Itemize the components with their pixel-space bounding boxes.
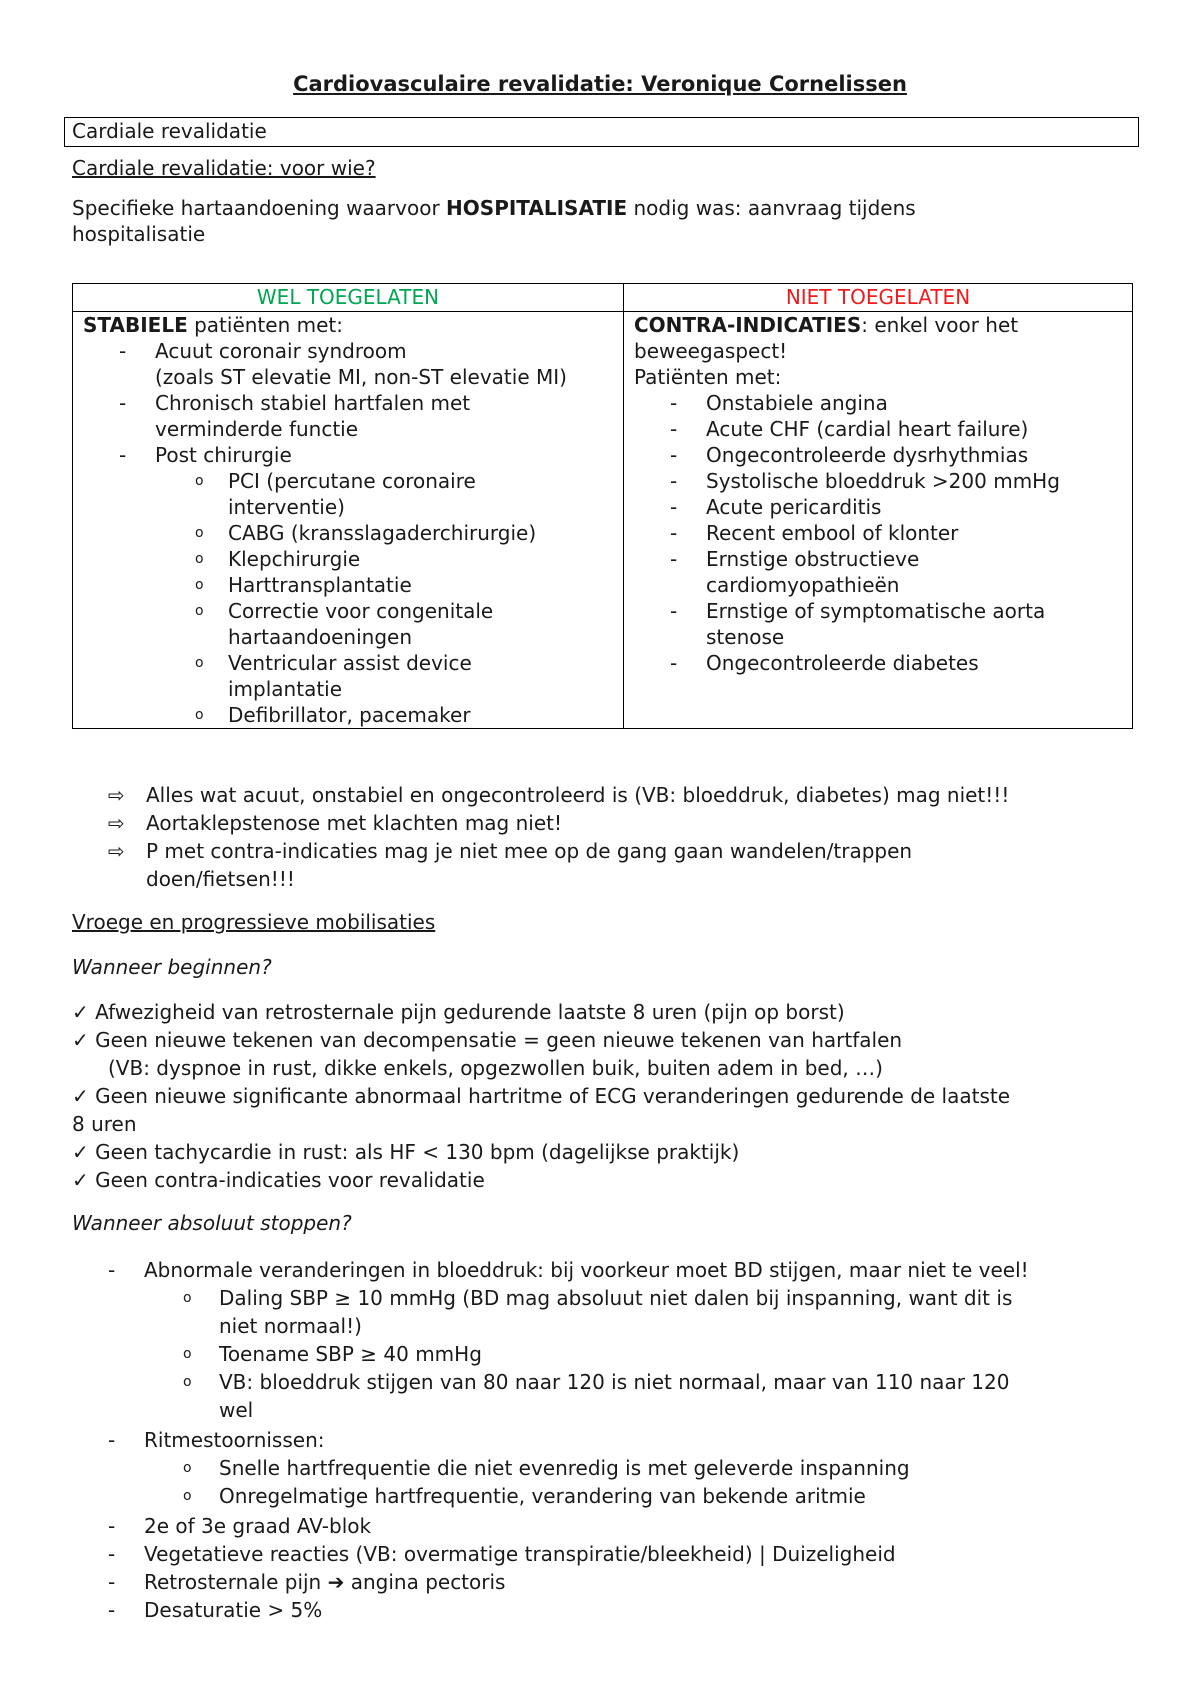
arrow-item	[108, 809, 1108, 837]
list-item-text: stenose	[706, 625, 785, 649]
left-lead-rest: patiënten met:	[187, 313, 343, 337]
arrow-icon: ⇨	[108, 783, 125, 807]
list-item	[634, 546, 1122, 598]
circle-marker: o	[183, 1374, 192, 1390]
list-item-text: Ernstige obstructieve	[706, 547, 920, 571]
list-item	[634, 650, 1122, 676]
check-item-cont: 8 uren	[72, 1112, 137, 1136]
right-lead-bold: CONTRA-INDICATIES	[634, 313, 862, 337]
stop-sub-item-text: Toename SBP ≥ 40 mmHg	[219, 1342, 482, 1366]
list-item-text: Acuut coronair syndroom	[155, 339, 407, 363]
intro-text-post: nodig was: aanvraag tijdens	[627, 196, 916, 220]
arrow-item	[108, 781, 1108, 809]
dash-marker: -	[670, 391, 678, 415]
question-beginnen: Wanneer beginnen?	[72, 955, 272, 979]
stop-item	[108, 1596, 1158, 1624]
sub-list-item-text: implantatie	[228, 677, 343, 701]
arrow-item-text: Aortaklepstenose met klachten mag niet!	[146, 811, 563, 835]
dash-marker: -	[119, 443, 127, 467]
dash-marker: -	[108, 1514, 116, 1538]
dash-marker: -	[670, 495, 678, 519]
dash-marker: -	[108, 1428, 116, 1452]
page-title: Cardiovasculaire revalidatie: Veronique Cornelissen	[293, 72, 907, 96]
stop-sub-item	[183, 1368, 1143, 1424]
circle-marker: o	[195, 473, 204, 489]
sub-list-item-text: interventie)	[228, 495, 345, 519]
list-item	[634, 442, 1122, 468]
list-item	[83, 338, 613, 390]
circle-marker: o	[183, 1460, 192, 1476]
list-item-text: Recent embool of klonter	[706, 521, 959, 545]
list-item-text: Onstabiele angina	[706, 391, 888, 415]
sub-list-item-text: Harttransplantatie	[228, 573, 412, 597]
sub-list-item	[83, 572, 613, 598]
stop-item	[108, 1426, 1158, 1454]
left-lead	[83, 312, 613, 338]
list-item	[83, 442, 613, 468]
list-item	[634, 390, 1122, 416]
dash-marker: -	[670, 417, 678, 441]
list-item	[634, 494, 1122, 520]
dash-marker: -	[670, 443, 678, 467]
stop-item	[108, 1568, 1158, 1596]
arrow-item-text: doen/fietsen!!!	[146, 867, 295, 891]
dash-marker: -	[119, 339, 127, 363]
intro-bold: HOSPITALISATIE	[446, 196, 628, 220]
stop-sub-item-text: Snelle hartfrequentie die niet evenredig is met geleverde inspanning	[219, 1456, 910, 1480]
stop-item-text	[108, 1568, 1158, 1596]
dash-marker: -	[108, 1258, 116, 1282]
sub-list-item-text: PCI (percutane coronaire	[228, 469, 476, 493]
stop-item-text-b: angina pectoris	[344, 1570, 506, 1594]
sub-list-item	[83, 650, 613, 702]
arrow-item-text: Alles wat acuut, onstabiel en ongecontroleerd is (VB: bloeddruk, diabetes) mag niet!!!	[146, 783, 1010, 807]
circle-marker: o	[195, 577, 204, 593]
stop-item-text: Desaturatie > 5%	[144, 1598, 323, 1622]
list-item	[634, 416, 1122, 442]
question-stoppen: Wanneer absoluut stoppen?	[72, 1211, 352, 1235]
stop-sub-item-text: Daling SBP ≥ 10 mmHg (BD mag absoluut niet dalen bij inspanning, want dit is	[219, 1286, 1013, 1310]
left-lead-bold: STABIELE	[83, 313, 188, 337]
stop-item-text: Ritmestoornissen:	[144, 1428, 325, 1452]
list-item	[634, 468, 1122, 494]
check-item: ✓ Geen nieuwe significante abnormaal hartritme of ECG veranderingen gedurende de laatste	[72, 1084, 1011, 1108]
heading-mobilisaties: Vroege en progressieve mobilisaties	[72, 910, 436, 934]
sub-list-item	[83, 546, 613, 572]
arrow-item-text: P met contra-indicaties mag je niet mee op de gang gaan wandelen/trappen	[146, 839, 913, 863]
check-item: ✓ Geen tachycardie in rust: als HF < 130 bpm (dagelijkse praktijk)	[72, 1140, 740, 1164]
stop-item-text: 2e of 3e graad AV-blok	[144, 1514, 372, 1538]
sub-list-item-text: Defibrillator, pacemaker	[228, 703, 471, 727]
sub-list-item	[83, 468, 613, 520]
sub-list-item-text: Correctie voor congenitale	[228, 599, 494, 623]
stop-item-text-a: Retrosternale pijn	[144, 1570, 328, 1594]
stop-item	[108, 1256, 1158, 1284]
check-item: ✓ Afwezigheid van retrosternale pijn gedurende laatste 8 uren (pijn op borst)	[72, 1000, 845, 1024]
dash-marker: -	[108, 1542, 116, 1566]
list-item-text: verminderde functie	[155, 417, 359, 441]
list-item-text: Post chirurgie	[155, 443, 292, 467]
list-item-text: Systolische bloeddruk >200 mmHg	[706, 469, 1060, 493]
right-lead-line-3: Patiënten met:	[634, 365, 782, 389]
intro-line-1	[72, 196, 916, 220]
sub-list-item	[83, 702, 613, 728]
intro-text: Specifieke hartaandoening waarvoor	[72, 196, 447, 220]
sub-list-item-text: Ventricular assist device	[228, 651, 472, 675]
section-box: Cardiale revalidatie	[64, 117, 1139, 147]
circle-marker: o	[195, 551, 204, 567]
stop-item	[108, 1540, 1158, 1568]
check-item: ✓ Geen contra-indicaties voor revalidatie	[72, 1168, 485, 1192]
stop-sub-item	[183, 1482, 1143, 1510]
circle-marker: o	[183, 1346, 192, 1362]
stop-sub-item-text: wel	[219, 1398, 254, 1422]
dash-marker: -	[108, 1598, 116, 1622]
stop-sub-item	[183, 1284, 1143, 1340]
dash-marker: -	[670, 651, 678, 675]
stop-sub-item	[183, 1454, 1143, 1482]
admission-table	[72, 283, 1133, 729]
check-item-cont: (VB: dyspnoe in rust, dikke enkels, opgezwollen buik, buiten adem in bed, …)	[108, 1056, 883, 1080]
right-lead-line-2: beweegaspect!	[634, 339, 788, 363]
check-item: ✓ Geen nieuwe tekenen van decompensatie = geen nieuwe tekenen van hartfalen	[72, 1028, 903, 1052]
list-item-text: cardiomyopathieën	[706, 573, 900, 597]
dash-marker: -	[108, 1570, 116, 1594]
arrow-icon: ⇨	[108, 811, 125, 835]
circle-marker: o	[183, 1488, 192, 1504]
cell-niet-toegelaten	[624, 312, 1133, 729]
list-item-text: Acute pericarditis	[706, 495, 882, 519]
dash-marker: -	[119, 391, 127, 415]
arrow-item	[108, 837, 1108, 893]
subheading-voor-wie: Cardiale revalidatie: voor wie?	[72, 156, 376, 180]
sub-list-item-text: CABG (kransslagaderchirurgie)	[228, 521, 537, 545]
list-item-text: Chronisch stabiel hartfalen met	[155, 391, 471, 415]
dash-marker: -	[670, 599, 678, 623]
stop-item	[108, 1512, 1158, 1540]
header-niet-toegelaten: NIET TOEGELATEN	[624, 284, 1133, 312]
sub-list-item	[83, 520, 613, 546]
right-lead	[634, 312, 1122, 338]
stop-sub-item-text: Onregelmatige hartfrequentie, verandering van bekende aritmie	[219, 1484, 866, 1508]
list-item-text: Ongecontroleerde diabetes	[706, 651, 979, 675]
dash-marker: -	[670, 469, 678, 493]
list-item-text: (zoals ST elevatie MI, non-ST elevatie MI)	[155, 365, 567, 389]
stop-item-text: Vegetatieve reacties (VB: overmatige transpiratie/bleekheid) | Duizeligheid	[144, 1542, 896, 1566]
sub-list-item-text: Klepchirurgie	[228, 547, 361, 571]
circle-marker: o	[195, 603, 204, 619]
cell-wel-toegelaten	[73, 312, 624, 729]
dash-marker: -	[670, 547, 678, 571]
right-lead-rest: : enkel voor het	[861, 313, 1019, 337]
intro-line-2: hospitalisatie	[72, 222, 206, 246]
stop-sub-item-text: niet normaal!)	[219, 1314, 362, 1338]
dash-marker: -	[670, 521, 678, 545]
circle-marker: o	[195, 707, 204, 723]
right-arrow-icon: ➔	[327, 1570, 345, 1594]
stop-sub-item-text: VB: bloeddruk stijgen van 80 naar 120 is niet normaal, maar van 110 naar 120	[219, 1370, 1010, 1394]
list-item	[634, 520, 1122, 546]
circle-marker: o	[195, 525, 204, 541]
stop-sub-item	[183, 1340, 1143, 1368]
list-item-text: Ernstige of symptomatische aorta	[706, 599, 1046, 623]
sub-list-item	[83, 598, 613, 650]
list-item	[83, 390, 613, 442]
sub-list-item-text: hartaandoeningen	[228, 625, 413, 649]
list-item	[634, 598, 1122, 650]
circle-marker: o	[183, 1290, 192, 1306]
circle-marker: o	[195, 655, 204, 671]
stop-item-text: Abnormale veranderingen in bloeddruk: bij voorkeur moet BD stijgen, maar niet te veel!	[144, 1258, 1029, 1282]
list-item-text: Acute CHF (cardial heart failure)	[706, 417, 1029, 441]
arrow-icon: ⇨	[108, 839, 125, 863]
list-item-text: Ongecontroleerde dysrhythmias	[706, 443, 1029, 467]
header-wel-toegelaten: WEL TOEGELATEN	[73, 284, 624, 312]
